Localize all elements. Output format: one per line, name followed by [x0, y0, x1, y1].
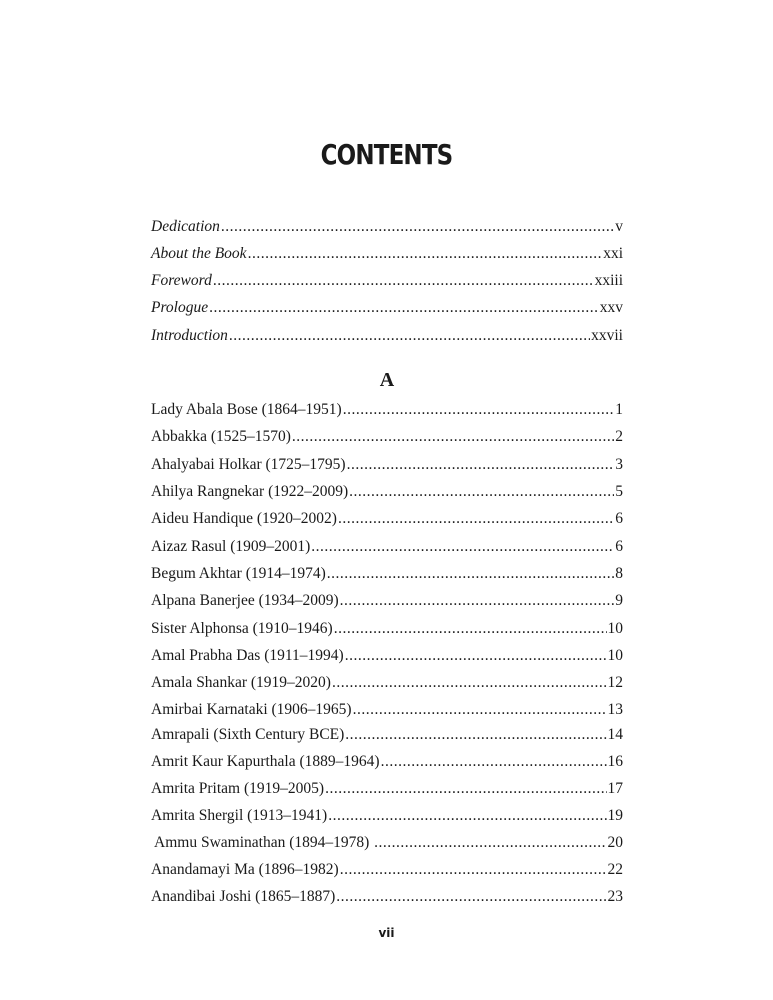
- toc-entry[interactable]: [151, 592, 623, 612]
- leader-dots: [347, 456, 615, 474]
- leader-dots: [340, 592, 615, 610]
- toc-entry[interactable]: [151, 647, 623, 667]
- toc-entry[interactable]: [151, 401, 623, 421]
- leader-dots: [292, 428, 614, 446]
- entry-page: 9: [615, 592, 623, 609]
- toc-entry[interactable]: [151, 565, 623, 585]
- entry-page: xxv: [599, 299, 623, 316]
- entry-page: 8: [615, 565, 623, 582]
- leader-dots: [343, 401, 615, 419]
- entry-title: Prologue: [151, 299, 209, 316]
- leader-dots: [353, 701, 607, 719]
- toc-entry[interactable]: [151, 483, 623, 503]
- leader-dots: [328, 807, 606, 825]
- leader-dots: [349, 483, 614, 501]
- toc-entry[interactable]: [151, 701, 623, 721]
- entry-title: Alpana Banerjee (1934–2009): [151, 592, 339, 609]
- entry-title: Amrita Shergil (1913–1941): [151, 807, 328, 824]
- entry-page: xxvii: [591, 327, 623, 344]
- leader-dots: [374, 834, 606, 852]
- leader-dots: [229, 327, 590, 345]
- entry-page: 14: [607, 726, 623, 743]
- entry-title: Abbakka (1525–1570): [151, 428, 291, 445]
- entry-title: Anandamayi Ma (1896–1982): [151, 861, 339, 878]
- toc-front-entry[interactable]: [151, 272, 623, 292]
- entry-page: 2: [615, 428, 623, 445]
- entry-page: v: [615, 218, 623, 235]
- leader-dots: [345, 647, 607, 665]
- leader-dots: [209, 299, 599, 317]
- entry-title: Amrit Kaur Kapurthala (1889–1964): [151, 753, 380, 770]
- entry-title: About the Book: [151, 245, 247, 262]
- toc-entry[interactable]: [151, 428, 623, 448]
- entry-page: 17: [607, 780, 623, 797]
- leader-dots: [336, 888, 606, 906]
- leader-dots: [325, 780, 606, 798]
- leader-dots: [311, 538, 614, 556]
- leader-dots: [381, 753, 607, 771]
- entry-page: 10: [607, 647, 623, 664]
- leader-dots: [340, 861, 607, 879]
- entry-title: Amal Prabha Das (1911–1994): [151, 647, 344, 664]
- toc-entry[interactable]: [151, 834, 623, 854]
- toc-entry[interactable]: [151, 861, 623, 881]
- toc-entry[interactable]: [151, 674, 623, 694]
- entry-page: 3: [615, 456, 623, 473]
- entry-title: Ahalyabai Holkar (1725–1795): [151, 456, 346, 473]
- toc-entry[interactable]: [151, 888, 623, 908]
- entry-title: Aizaz Rasul (1909–2001): [151, 538, 311, 555]
- entry-page: 16: [607, 753, 623, 770]
- entry-page: 22: [607, 861, 623, 878]
- entry-title: Ammu Swaminathan (1894–1978): [151, 834, 374, 851]
- toc-entry[interactable]: [151, 456, 623, 476]
- entry-title: Ahilya Rangnekar (1922–2009): [151, 483, 349, 500]
- entry-title: Amrita Pritam (1919–2005): [151, 780, 325, 797]
- entry-title: Aideu Handique (1920–2002): [151, 510, 337, 527]
- leader-dots: [248, 245, 603, 263]
- entry-title: Introduction: [151, 327, 228, 344]
- entry-title: Amala Shankar (1919–2020): [151, 674, 331, 691]
- entry-page: 20: [607, 834, 623, 851]
- entry-title: Amrapali (Sixth Century BCE): [151, 726, 345, 743]
- toc-front-entry[interactable]: [151, 245, 623, 265]
- toc-front-entry[interactable]: [151, 327, 623, 347]
- entry-page: 5: [615, 483, 623, 500]
- entry-title: Sister Alphonsa (1910–1946): [151, 620, 333, 637]
- toc-entry[interactable]: [151, 753, 623, 773]
- entry-page: xxiii: [594, 272, 623, 289]
- leader-dots: [334, 620, 607, 638]
- contents-heading: CONTENTS: [320, 138, 453, 171]
- entry-page: 6: [615, 538, 623, 555]
- page-number: vii: [378, 926, 395, 940]
- leader-dots: [345, 726, 606, 744]
- entry-title: Foreword: [151, 272, 212, 289]
- toc-entry[interactable]: [151, 620, 623, 640]
- entry-title: Amirbai Karnataki (1906–1965): [151, 701, 352, 718]
- entry-page: 13: [607, 701, 623, 718]
- toc-front-entry[interactable]: [151, 299, 623, 319]
- entry-page: 6: [615, 510, 623, 527]
- entry-page: 19: [607, 807, 623, 824]
- entry-title: Begum Akhtar (1914–1974): [151, 565, 326, 582]
- entry-title: Lady Abala Bose (1864–1951): [151, 401, 342, 418]
- toc-entry[interactable]: [151, 726, 623, 746]
- toc-front-entry[interactable]: [151, 218, 623, 238]
- leader-dots: [327, 565, 614, 583]
- leader-dots: [213, 272, 594, 290]
- entry-page: 12: [607, 674, 623, 691]
- leader-dots: [332, 674, 607, 692]
- leader-dots: [338, 510, 614, 528]
- entry-page: 10: [607, 620, 623, 637]
- toc-entry[interactable]: [151, 538, 623, 558]
- toc-entry[interactable]: [151, 780, 623, 800]
- section-letter: A: [379, 369, 395, 391]
- entry-title: Anandibai Joshi (1865–1887): [151, 888, 336, 905]
- entry-title: Dedication: [151, 218, 220, 235]
- entry-page: 1: [615, 401, 623, 418]
- leader-dots: [221, 218, 614, 236]
- entry-page: 23: [607, 888, 623, 905]
- toc-entry[interactable]: [151, 807, 623, 827]
- toc-entry[interactable]: [151, 510, 623, 530]
- entry-page: xxi: [603, 245, 623, 262]
